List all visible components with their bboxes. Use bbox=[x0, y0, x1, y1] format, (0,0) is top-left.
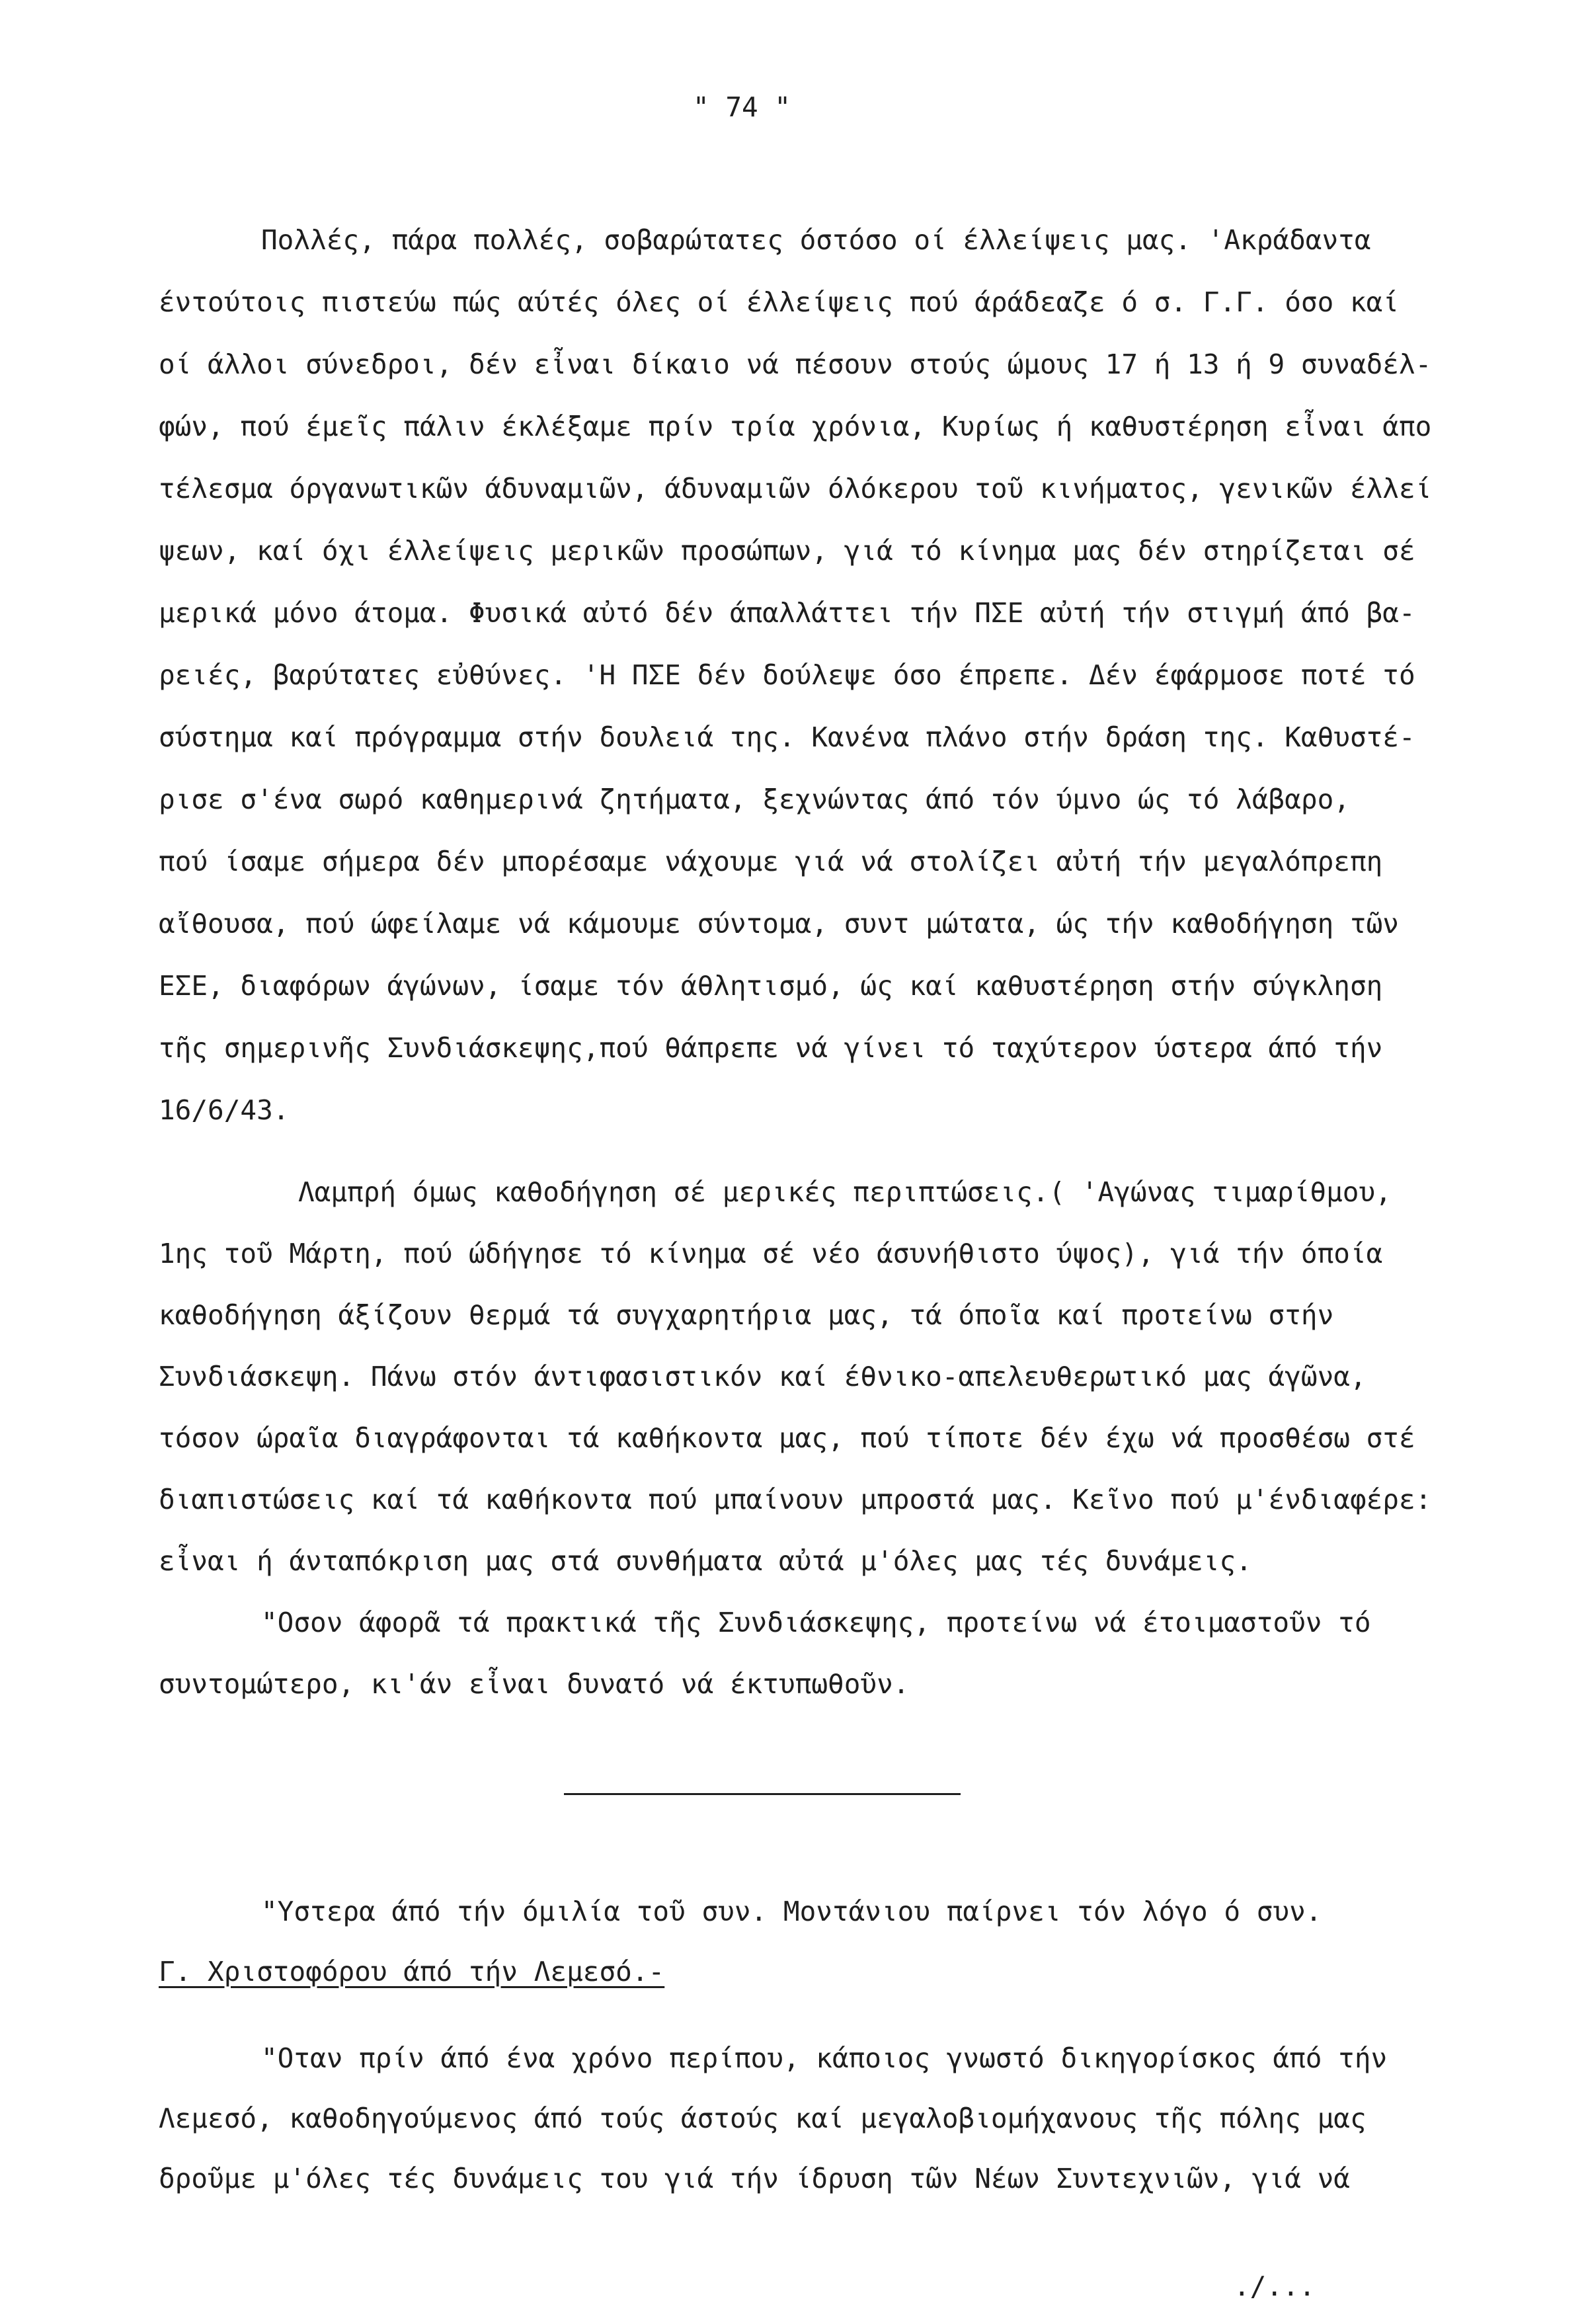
text-line: ρειές, βαρύτατες εὐθύνες. 'Η ΠΣΕ δέν δούλεψε όσο έπρεπε. Δέν έφάρμοσε ποτέ τό bbox=[159, 659, 1415, 691]
text-line: δροῦμε μ'όλες τές δυνάμεις του γιά τήν ίδρυση τῶν Νέων Συντεχνιῶν, γιά νά bbox=[159, 2163, 1350, 2194]
text-line: σύστημα καί πρόγραμμα στήν δουλειά της. Κανένα πλάνο στήν δράση της. Καθυστέ- bbox=[159, 721, 1415, 753]
text-line: ρισε σ'ένα σωρό καθημερινά ζητήματα, ξεχνώντας άπό τόν ύμνο ώς τό λάβαρο, bbox=[159, 783, 1350, 815]
text-line: τῆς σημερινῆς Συνδιάσκεψης,πού θάπρεπε νά γίνει τό ταχύτερον ύστερα άπό τήν bbox=[159, 1032, 1383, 1064]
text-line: εἶναι ή άνταπόκριση μας στά συνθήματα αὐτά μ'όλες μας τές δυνάμεις. bbox=[159, 1545, 1252, 1577]
text-line: πού ίσαμε σήμερα δέν μπορέσαμε νάχουμε γιά νά στολίζει αὐτή τήν μεγαλόπρεπη bbox=[159, 846, 1383, 877]
continuation-mark: ./... bbox=[1234, 2270, 1316, 2302]
text-line: "Οταν πρίν άπό ένα χρόνο περίπου, κάποιος γνωστό δικηγορίσκος άπό τήν bbox=[261, 2042, 1388, 2074]
text-line: "Υστερα άπό τήν όμιλία τοῦ συν. Μοντάνιου παίρνει τόν λόγο ό συν. bbox=[261, 1896, 1322, 1927]
paragraphs-2-3 bbox=[159, 1162, 1547, 1715]
text-line: μερικά μόνο άτομα. Φυσικά αὐτό δέν άπαλλάττει τήν ΠΣΕ αὐτή τήν στιγμή άπό βα- bbox=[159, 597, 1415, 629]
text-line: Συνδιάσκεψη. Πάνω στόν άντιφασιστικόν καί έθνικο-απελευθερωτικό μας άγῶνα, bbox=[159, 1361, 1367, 1392]
text-line: ΕΣΕ, διαφόρων άγώνων, ίσαμε τόν άθλητισμό, ώς καί καθυστέρηση στήν σύγκληση bbox=[159, 970, 1383, 1002]
text-line: οί άλλοι σύνεδροι, δέν εἶναι δίκαιο νά πέσουν στούς ώμους 17 ή 13 ή 9 συναδέλ- bbox=[159, 348, 1432, 380]
text-line: 1ης τοῦ Μάρτη, πού ώδήγησε τό κίνημα σέ νέο άσυνήθιστο ύψος), γιά τήν όποία bbox=[159, 1238, 1383, 1269]
text-line: 16/6/43. bbox=[159, 1094, 290, 1126]
text-line: τόσον ώραῖα διαγράφονται τά καθήκοντα μας, πού τίποτε δέν έχω νά προσθέσω στέ bbox=[159, 1422, 1415, 1454]
text-line: "Οσον άφορᾶ τά πρακτικά τῆς Συνδιάσκεψης, προτείνω νά έτοιμαστοῦν τό bbox=[261, 1607, 1371, 1638]
text-line: τέλεσμα όργανωτικῶν άδυναμιῶν, άδυναμιῶν όλόκερου τοῦ κινήματος, γενικῶν έλλεί bbox=[159, 473, 1432, 504]
paragraph-1 bbox=[159, 209, 1547, 1141]
text-line: συντομώτερο, κι'άν εἶναι δυνατό νά έκτυπωθοῦν. bbox=[159, 1668, 910, 1700]
text-line: ψεων, καί όχι έλλείψεις μερικῶν προσώπων, γιά τό κίνημα μας δέν στηρίζεται σέ bbox=[159, 535, 1415, 567]
speaker-introduction bbox=[159, 1882, 1547, 2002]
text-line: έντούτοις πιστεύω πώς αύτές όλες οί έλλείψεις πού άράδεαζε ό σ. Γ.Γ. όσο καί bbox=[159, 286, 1399, 318]
speaker-name: Γ. Χριστοφόρου άπό τήν Λεμεσό.- bbox=[159, 1956, 665, 1987]
speech-paragraph bbox=[159, 2028, 1547, 2209]
page-number: " 74 " bbox=[692, 91, 791, 123]
text-line: αἴθουσα, πού ώφείλαμε νά κάμουμε σύντομα, συντ μώτατα, ώς τήν καθοδήγηση τῶν bbox=[159, 908, 1399, 940]
text-line: Λαμπρή όμως καθοδήγηση σέ μερικές περιπτώσεις.( 'Αγώνας τιμαρίθμου, bbox=[298, 1176, 1392, 1208]
text-line: Πολλές, πάρα πολλές, σοβαρώτατες όστόσο οί έλλείψεις μας. 'Ακράδαντα bbox=[261, 224, 1371, 256]
text-line: Λεμεσό, καθοδηγούμενος άπό τούς άστούς καί μεγαλοβιομήχανους τῆς πόλης μας bbox=[159, 2103, 1367, 2134]
text-line: διαπιστώσεις καί τά καθήκοντα πού μπαίνουν μπροστά μας. Κεῖνο πού μ'ένδιαφέρε: bbox=[159, 1484, 1432, 1515]
section-divider bbox=[564, 1793, 961, 1795]
text-line: φών, πού έμεῖς πάλιν έκλέξαμε πρίν τρία χρόνια, Κυρίως ή καθυστέρηση εἶναι άπο bbox=[159, 411, 1432, 442]
text-line: καθοδήγηση άξίζουν θερμά τά συγχαρητήρια μας, τά όποῖα καί προτείνω στήν bbox=[159, 1299, 1334, 1331]
speaker-heading bbox=[159, 1942, 1547, 2002]
